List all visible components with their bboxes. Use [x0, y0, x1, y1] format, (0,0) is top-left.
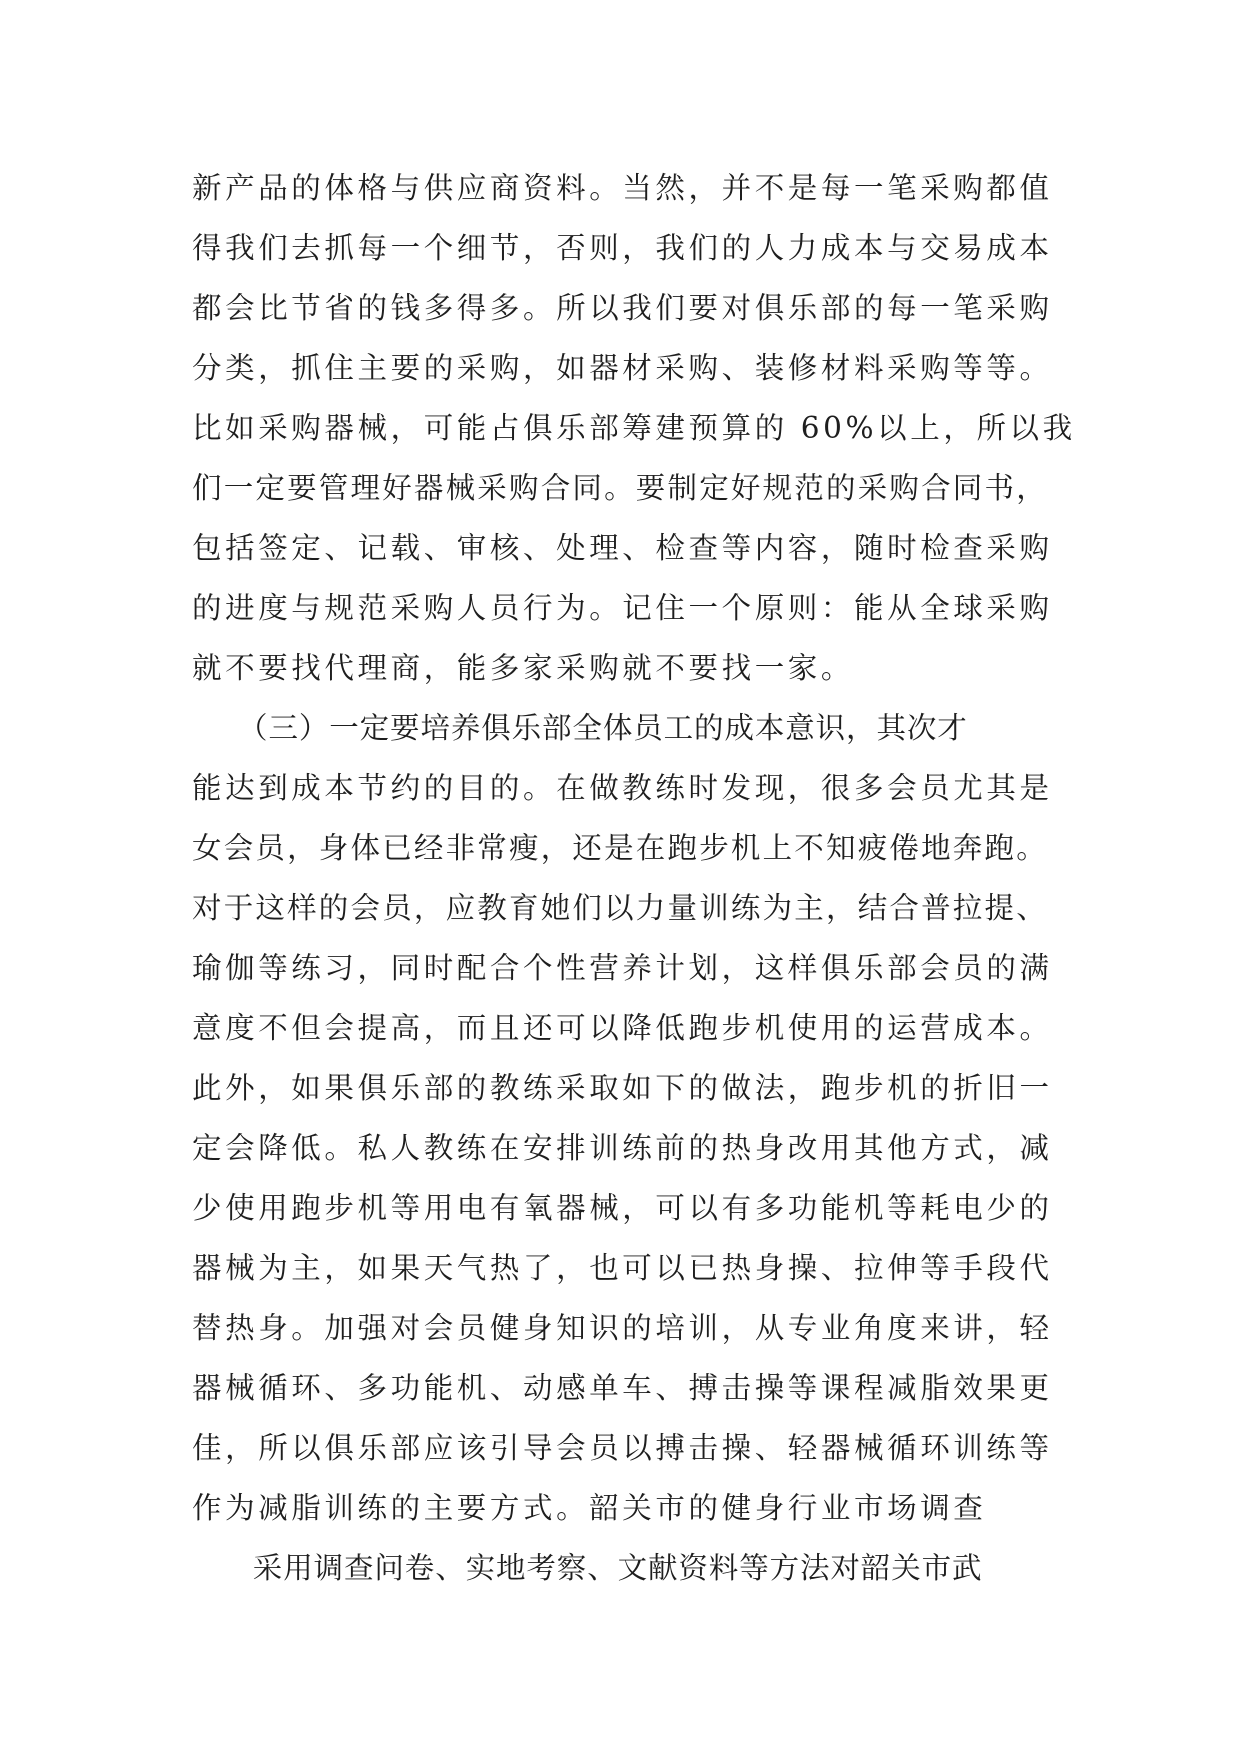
text-line: 们一定要管理好器械采购合同。要制定好规范的采购合同书， — [192, 471, 1048, 505]
text-line: 佳，所以俱乐部应该引导会员以搏击操、轻器械循环训练等 — [192, 1431, 1053, 1465]
text-line: 替热身。加强对会员健身知识的培训，从专业角度来讲，轻 — [192, 1311, 1053, 1345]
text-line: 女会员，身体已经非常瘦，还是在跑步机上不知疲倦地奔跑。 — [192, 831, 1048, 865]
text-line: 此外，如果俱乐部的教练采取如下的做法，跑步机的折旧一 — [192, 1071, 1053, 1105]
text-line: 就不要找代理商，能多家采购就不要找一家。 — [192, 651, 855, 685]
text-line: 包括签定、记载、审核、处理、检查等内容，随时检查采购 — [192, 531, 1053, 565]
text-line: 比如采购器械，可能占俱乐部筹建预算的 60%以上，所以我 — [192, 411, 1076, 445]
paragraph-start-line: 采用调查问卷、实地考察、文献资料等方法对韶关市武 — [192, 1551, 983, 1585]
text-line: 新产品的体格与供应商资料。当然，并不是每一笔采购都值 — [192, 171, 1053, 205]
text-line: 的进度与规范采购人员行为。记住一个原则：能从全球采购 — [192, 591, 1053, 625]
text-line: 定会降低。私人教练在安排训练前的热身改用其他方式，减 — [192, 1131, 1053, 1165]
text-line: 瑜伽等练习，同时配合个性营养计划，这样俱乐部会员的满 — [192, 951, 1053, 985]
text-line: 分类，抓住主要的采购，如器材采购、装修材料采购等等。 — [192, 351, 1053, 385]
text-line: 能达到成本节约的目的。在做教练时发现，很多会员尤其是 — [192, 771, 1053, 805]
paragraph-heading-line: （三）一定要培养俱乐部全体员工的成本意识，其次才 — [192, 711, 968, 745]
text-line: 作为减脂训练的主要方式。韶关市的健身行业市场调查 — [192, 1491, 987, 1525]
text-line: 少使用跑步机等用电有氧器械，可以有多功能机等耗电少的 — [192, 1191, 1053, 1225]
text-line: 得我们去抓每一个细节，否则，我们的人力成本与交易成本 — [192, 231, 1053, 265]
text-line: 对于这样的会员，应教育她们以力量训练为主，结合普拉提、 — [192, 891, 1048, 925]
text-line: 器械为主，如果天气热了，也可以已热身操、拉伸等手段代 — [192, 1251, 1053, 1285]
text-line: 都会比节省的钱多得多。所以我们要对俱乐部的每一笔采购 — [192, 291, 1053, 325]
body-text — [192, 158, 1092, 1598]
text-line: 意度不但会提高，而且还可以降低跑步机使用的运营成本。 — [192, 1011, 1053, 1045]
text-line: 器械循环、多功能机、动感单车、搏击操等课程减脂效果更 — [192, 1371, 1053, 1405]
